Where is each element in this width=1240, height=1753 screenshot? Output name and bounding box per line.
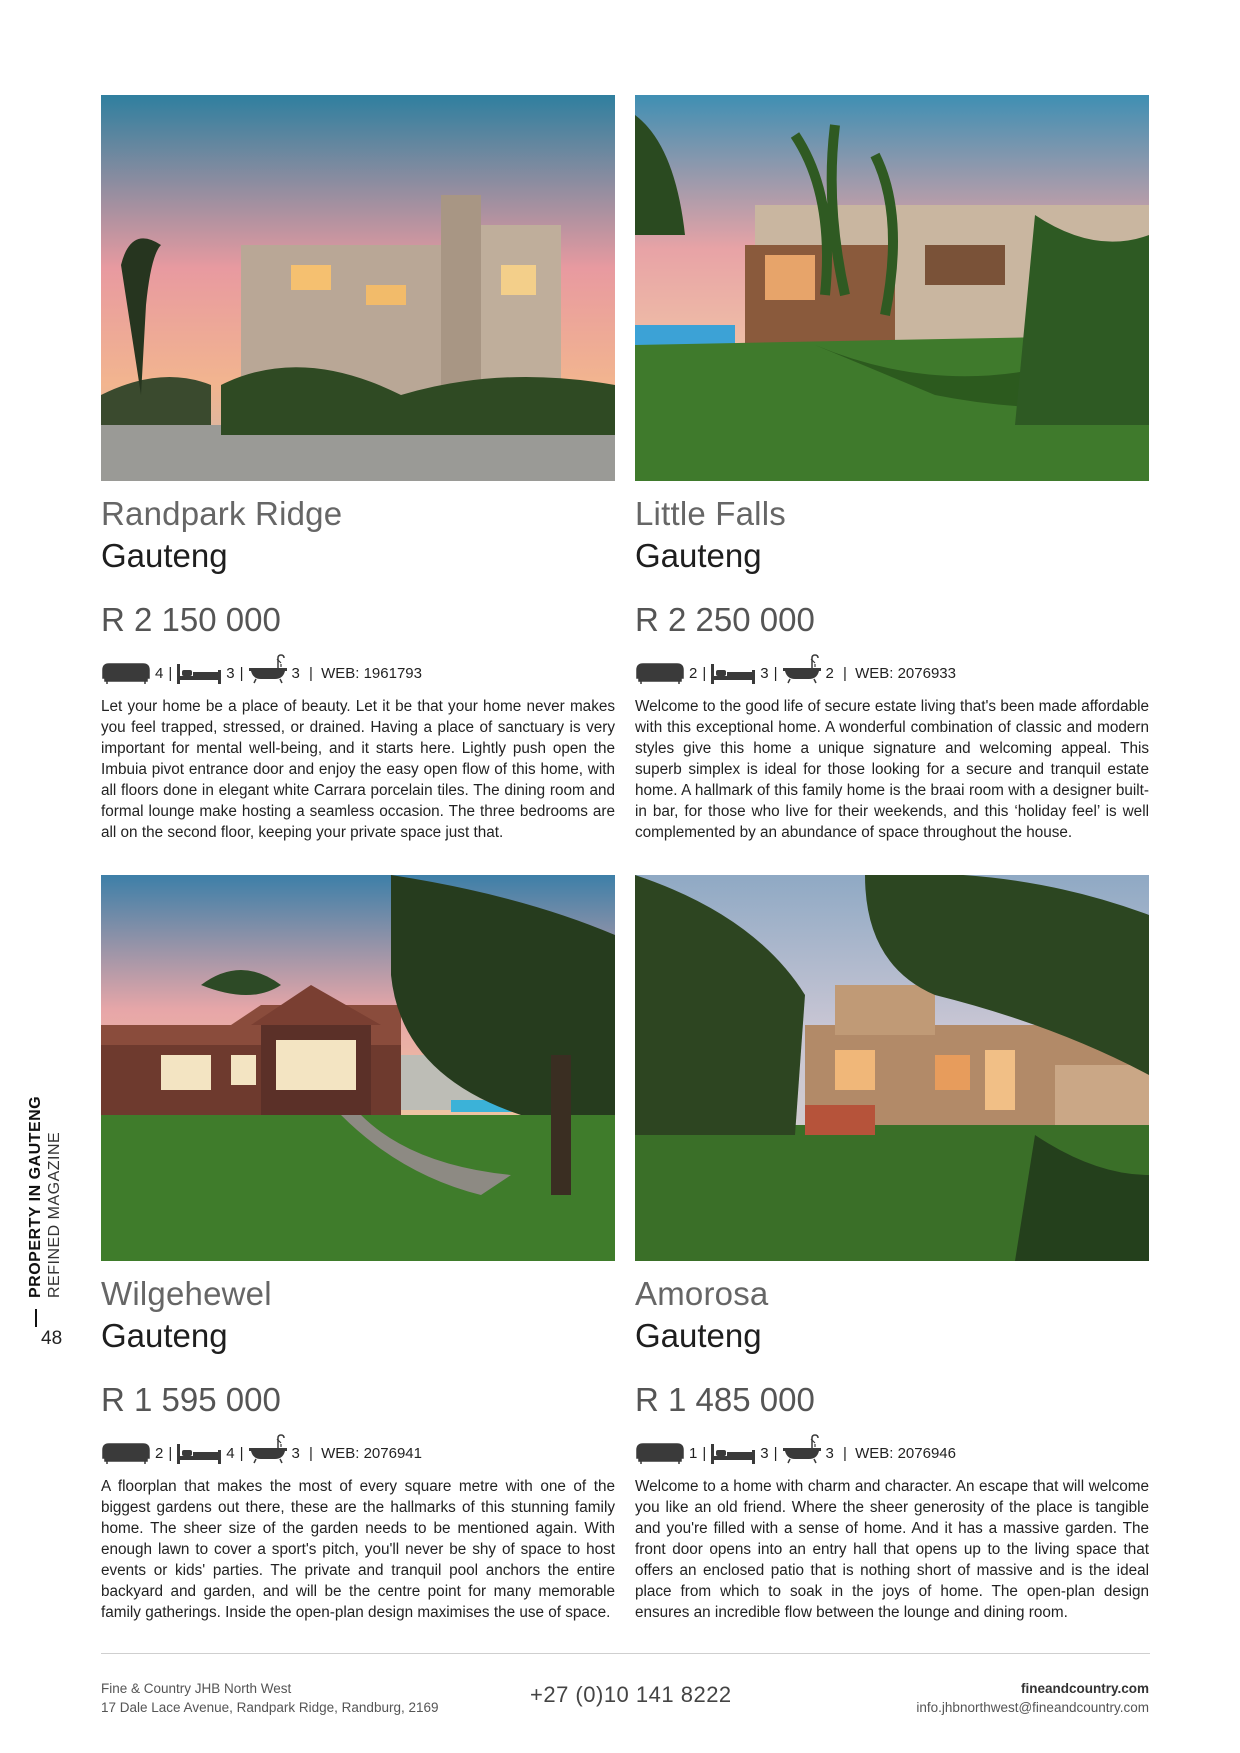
separator: | <box>168 1445 173 1462</box>
property-photo-image <box>635 95 1149 481</box>
province-name: Gauteng <box>101 537 228 574</box>
separator: | <box>838 1445 852 1462</box>
feature-row <box>101 654 615 684</box>
listing-description: Welcome to a home with charm and character. An escape that will welcome you like an old friend. Where the sheer generosity of the place is tangible and you're filled with a sense of home. And it has a massive garden. The front door opens into an entry hall that opens up to the living space that offers an enclosed patio that is nothing short of massive and is the ideal place from which to soak in the joys of home. The open-plan design ensures an incredible flow between the lounge and dining room. <box>635 1478 1149 1621</box>
bathroom-count: 3 <box>291 665 300 682</box>
suburb-name: Randpark Ridge <box>101 495 343 532</box>
lounge-count: 2 <box>689 665 698 682</box>
separator: | <box>773 665 778 682</box>
bathtub-icon <box>248 654 288 684</box>
bedroom-count: 3 <box>760 1445 769 1462</box>
suburb-name: Amorosa <box>635 1275 769 1312</box>
email-link[interactable]: info.jhbnorthwest@fineandcountry.com <box>916 1700 1149 1715</box>
listing-card <box>635 875 1149 1623</box>
listing-description: Let your home be a place of beauty. Let it be that your home never makes you feel trapped, stressed, or drained. Having a place of sanctuary is very important for mental well-being, and it starts here. Lightly push open the Imbuia pivot entrance door and enjoy the easy open flow of this home, with all floors done in elegant white Carrara porcelain tiles. The dining room and formal lounge make hosting a seamless occasion. The three bedrooms are all on the second floor, keeping your private space just that. <box>101 698 615 841</box>
property-photo[interactable] <box>635 95 1149 481</box>
suburb-name: Wilgehewel <box>101 1275 272 1312</box>
website-link[interactable]: fineandcountry.com <box>1020 1681 1149 1696</box>
lounge-count: 2 <box>155 1445 164 1462</box>
bed-icon <box>176 662 222 684</box>
lounge-count: 4 <box>155 665 164 682</box>
bathroom-count: 2 <box>825 665 834 682</box>
property-photo[interactable] <box>101 875 615 1261</box>
separator: | <box>239 665 244 682</box>
listing-price: R 1 595 000 <box>101 1381 281 1418</box>
bedroom-count: 3 <box>760 665 769 682</box>
listing-card <box>101 95 615 843</box>
listing-card <box>101 875 615 1623</box>
feature-row <box>635 654 1149 684</box>
bathroom-count: 3 <box>291 1445 300 1462</box>
agency-name: Fine & Country JHB North West <box>101 1681 292 1696</box>
separator: | <box>239 1445 244 1462</box>
agency-details <box>101 1679 439 1717</box>
lounge-count: 1 <box>689 1445 698 1462</box>
bedroom-count: 4 <box>226 1445 235 1462</box>
phone-number[interactable]: +27 (0)10 141 8222 <box>530 1682 732 1707</box>
contact-links <box>916 1679 1149 1717</box>
separator: | <box>168 665 173 682</box>
web-reference: WEB: 2076941 <box>321 1445 422 1462</box>
listing-price: R 2 250 000 <box>635 601 815 638</box>
suburb-name: Little Falls <box>635 495 786 532</box>
bedroom-count: 3 <box>226 665 235 682</box>
separator: | <box>702 665 707 682</box>
province-name: Gauteng <box>635 1317 762 1354</box>
divider <box>35 1309 37 1327</box>
listing-price: R 2 150 000 <box>101 601 281 638</box>
province-name: Gauteng <box>635 537 762 574</box>
property-photo-image <box>101 875 615 1261</box>
web-reference: WEB: 2076946 <box>855 1445 956 1462</box>
property-photo-image <box>101 95 615 481</box>
bathroom-count: 3 <box>825 1445 834 1462</box>
page-number: 48 <box>41 1328 63 1349</box>
section-title: PROPERTY IN GAUTENG <box>27 1095 44 1298</box>
sofa-icon <box>101 660 151 684</box>
sofa-icon <box>101 1440 151 1464</box>
web-reference: WEB: 2076933 <box>855 665 956 682</box>
bathtub-icon <box>248 1434 288 1464</box>
bed-icon <box>710 1442 756 1464</box>
listing-description: Welcome to the good life of secure estate living that's been made affordable with this exceptional home. A wonderful combination of classic and modern styles give this home a unique signature and welcoming appeal. This superb simplex is ideal for those looking for a secure and tranquil estate home. A hallmark of this family home is the braai room with a designer built-in bar, for those who live for their weekends, and this ‘holiday feel’ is well complemented by an abundance of space throughout the house. <box>635 698 1149 841</box>
feature-row <box>101 1434 615 1464</box>
listing-price: R 1 485 000 <box>635 1381 815 1418</box>
bathtub-icon <box>782 1434 822 1464</box>
web-reference: WEB: 1961793 <box>321 665 422 682</box>
property-photo[interactable] <box>635 875 1149 1261</box>
separator: | <box>838 665 852 682</box>
sofa-icon <box>635 660 685 684</box>
magazine-name: REFINED MAGAZINE <box>46 1131 63 1298</box>
bed-icon <box>176 1442 222 1464</box>
agency-address: 17 Dale Lace Avenue, Randpark Ridge, Randburg, 2169 <box>101 1700 439 1715</box>
magazine-section-label <box>26 1096 64 1298</box>
separator: | <box>304 665 318 682</box>
separator: | <box>304 1445 318 1462</box>
sofa-icon <box>635 1440 685 1464</box>
feature-row <box>635 1434 1149 1464</box>
property-photo[interactable] <box>101 95 615 481</box>
listing-description: A floorplan that makes the most of every square metre with one of the biggest gardens out there, these are the hallmarks of this stunning family home. The sheer size of the garden needs to be mentioned again. With enough lawn to cover a sport's pitch, you'll never be shy of space to host events or kids' parties. The private and tranquil pool anchors the entire backyard and garden, and will be the centre point for many memorable family gatherings. Inside the open-plan design maximises the use of space. <box>101 1478 615 1621</box>
bathtub-icon <box>782 654 822 684</box>
separator: | <box>773 1445 778 1462</box>
separator: | <box>702 1445 707 1462</box>
province-name: Gauteng <box>101 1317 228 1354</box>
property-photo-image <box>635 875 1149 1261</box>
footer-divider <box>101 1653 1150 1654</box>
listing-card <box>635 95 1149 843</box>
bed-icon <box>710 662 756 684</box>
